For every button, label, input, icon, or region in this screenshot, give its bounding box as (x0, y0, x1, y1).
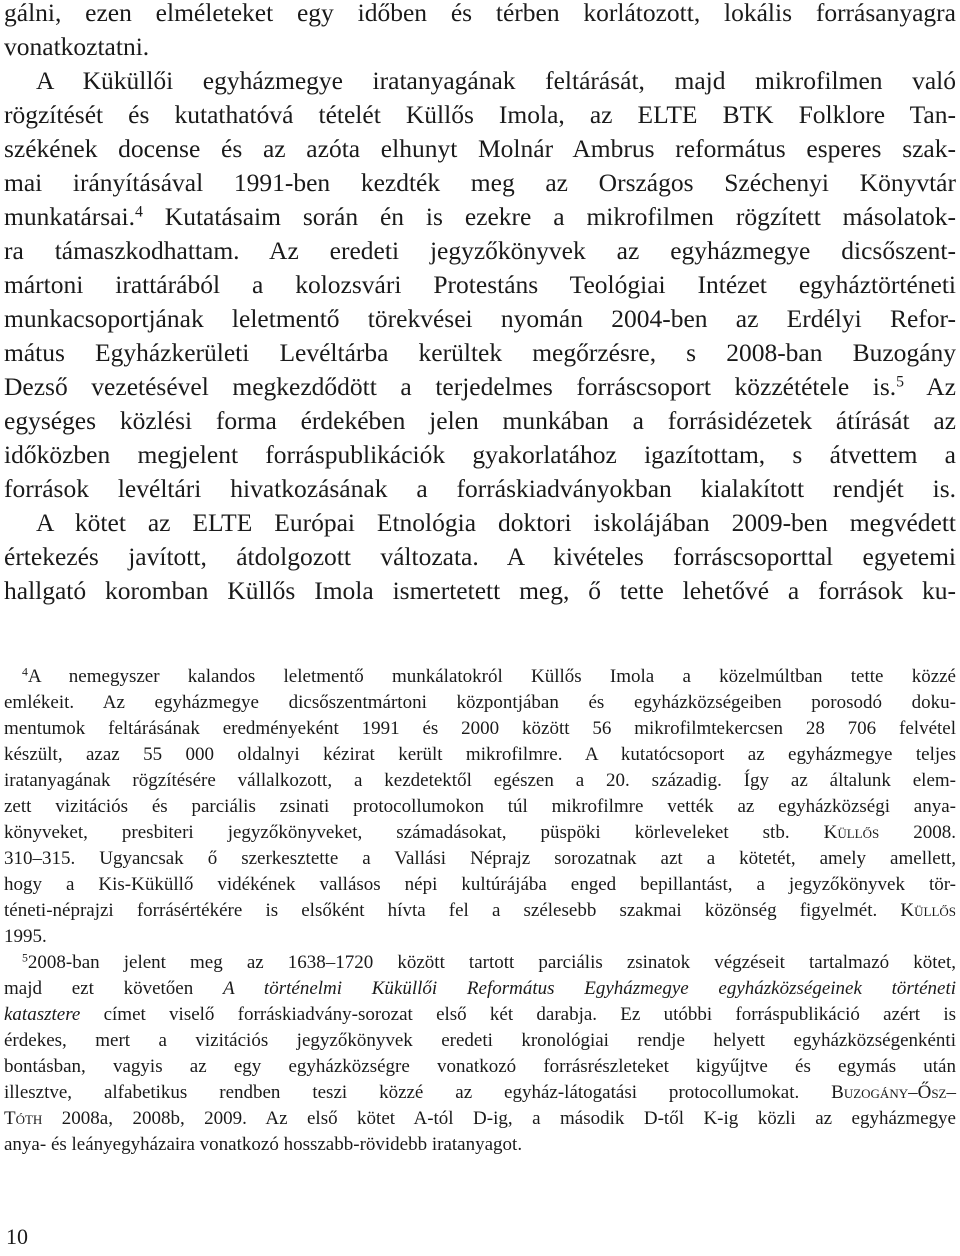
body-line: munkatársai.$^4$ Kutatásaim során én is ezekre a mikrofilmen rögzített másolatok- (4, 202, 956, 231)
author-citation: Tóth (4, 1108, 43, 1129)
footnote-line: téneti-néprajzi forrásértékére is elsőként hívta fel a szélesebb szakmai közönség figyelmét. Küllős (4, 900, 956, 921)
body-line: A Küküllői egyházmegye iratanyagának feltárását, majd mikrofilmen való (36, 66, 956, 95)
body-line: mártoni irattárából a kolozsvári Protestáns Teológiai Intézet egyháztörténeti (4, 270, 956, 299)
author-citation: Küllős (823, 822, 880, 843)
footnote-marker: 4 (22, 665, 28, 679)
footnote-line: katasztere címet viselő forráskiadvány-sorozat első két darabja. Ez utóbbi forráspublikáció azért is (4, 1004, 956, 1025)
body-line: mátus Egyházkerületi Levéltárba kerültek megőrzésre, s 2008-ban Buzogány (4, 338, 956, 367)
footnote-line: 310–315. Ugyancsak ő szerkesztette a Vallási Néprajz sorozatnak azt a kötetét, amely amellett, (4, 848, 956, 869)
body-line: források levéltári hivatkozásának a forráskiadványokban kialakított rendjét is. (4, 474, 956, 503)
body-line: értekezés javított, átdolgozott változata. A kivételes forráscsoporttal egyetemi (4, 542, 956, 571)
footnote-line: hogy a Kis-Küküllő vidékének vallásos népi kultúrájába enged bepillantást, a jegyzőkönyvek tör- (4, 874, 956, 895)
footnote-line: mentumok feltárásának eredményeként 1991 és 2000 között 56 mikrofilmtekercsen 28 706 felvétel (4, 718, 956, 739)
footnote-line: iratanyagának rögzítésére vállalkozott, a kezdetektől egészen a 20. századig. Így az általunk elem- (4, 770, 956, 791)
body-line: hallgató koromban Küllős Imola ismertetett meg, ő tette lehetővé a források ku- (4, 576, 956, 605)
body-line: gálni, ezen elméleteket egy időben és térben korlátozott, lokális forrásanyagra (4, 0, 956, 27)
body-line: egységes közlési forma érdekében jelen munkában a forrásidézetek átírását az (4, 406, 956, 435)
footnote-marker: 5 (22, 951, 28, 965)
body-line: ra támaszkodhattam. Az eredeti jegyzőkönyvek az egyházmegye dicsőszent- (4, 236, 956, 265)
author-citation: Buzogány–Ősz– (831, 1082, 956, 1103)
footnote-4: $^4$A nemegyszer kalandos leletmentő munkálatokról Küllős Imola a közelmúltban tette közzé (22, 665, 956, 687)
author-citation: Küllős (900, 900, 956, 921)
footnote-line: készült, azaz 55 000 oldalnyi kézirat került mikrofilmre. A kutatócsoport az egyházmegye teljes (4, 744, 956, 765)
book-title: A történelmi Küküllői Református Egyházmegye egyházközségeinek történeti (222, 978, 957, 999)
footnote-line: könyveket, presbiteri jegyzőkönyveket, számadásokat, püspöki körleveleket stb. Küllős 2008. (4, 822, 956, 843)
book-title: katasztere (4, 1004, 81, 1025)
body-line: mai irányításával 1991-ben kezdték meg az Országos Széchenyi Könyvtár (4, 168, 956, 197)
footnote-line: emlékeit. Az egyházmegye dicsőszentmártoni központjában és egyházközségeiben porosodó doku- (4, 692, 956, 713)
footnote-line: anya- és leányegyházaira vonatkozó hosszabb-rövidebb iratanyagot. (4, 1134, 523, 1155)
footnote-line: illesztve, alfabetikus rendben teszi közzé az egyház-látogatási protocollumokat. Buzogány–Ősz– (4, 1082, 956, 1103)
footnote-line: Tóth 2008a, 2008b, 2009. Az első kötet A-tól D-ig, a második D-től K-ig közli az egyházmegye (4, 1108, 956, 1129)
body-line: Dezső vezetésével megkezdődött a terjedelmes forráscsoport közzététele is.$^5$ Az (4, 372, 956, 401)
body-line: székének docense és az azóta elhunyt Molnár Ambrus református esperes szak- (4, 134, 956, 163)
footnote-ref-5[interactable]: 5 (896, 373, 905, 391)
body-line: időközben megjelent forráspublikációk gyakorlatához igazítottam, s átvettem a (4, 440, 956, 469)
footnote-5: $^5$2008-ban jelent meg az 1638–1720 között tartott parciális zsinatok végzéseit tartalmazó kötet, (22, 951, 956, 973)
body-line: vonatkoztatni. (4, 32, 150, 61)
body-line: A kötet az ELTE Európai Etnológia doktori iskolájában 2009-ben megvédett (36, 508, 956, 537)
footnote-line: majd ezt követően A történelmi Küküllői Református Egyházmegye egyházközségeinek történeti (4, 978, 957, 999)
footnote-ref-4[interactable]: 4 (135, 203, 143, 221)
footnote-line: bontásban, vagyis az egy egyházközségre vonatkozó forrásrészleteket kigyűjtve és egymás után (4, 1056, 956, 1077)
footnote-line: érdekes, mert a vizitációs jegyzőkönyvek eredeti kronológiai rendje helyett egyházközségenkénti (4, 1030, 956, 1051)
footnote-line: 1995. (4, 926, 47, 947)
page-number: 10 (6, 1224, 28, 1249)
footnote-line: zett vizitációs és parciális zsinati protocollumokon túl mikrofilmre vették az egyházközségi anya- (4, 796, 956, 817)
body-line: munkacsoportjának leletmentő törekvései nyomán 2004-ben az Erdélyi Refor- (4, 304, 956, 333)
body-line: rögzítését és kutathatóvá tételét Küllős Imola, az ELTE BTK Folklore Tan- (4, 100, 956, 129)
